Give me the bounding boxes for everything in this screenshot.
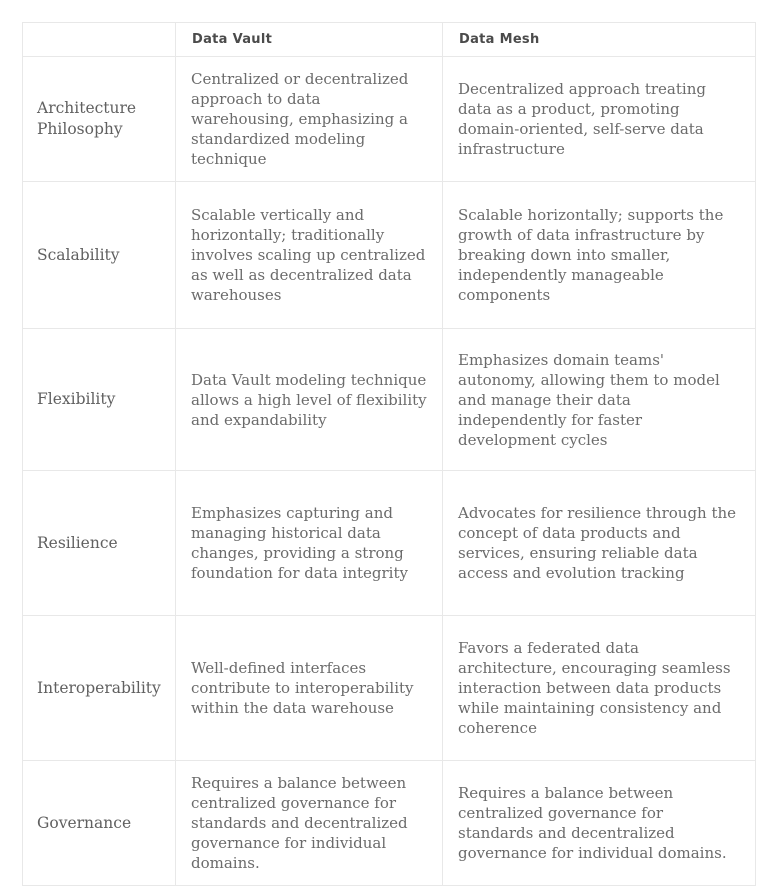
cell-interoperability-data-mesh: Favors a federated data architecture, encouraging seamless interaction between data products while maintaining consistency and coherence [443,616,756,761]
cell-resilience-data-vault: Emphasizes capturing and managing historical data changes, providing a strong foundation for data integrity [176,471,443,616]
cell-architecture-philosophy-data-mesh: Decentralized approach treating data as a product, promoting domain-oriented, self-serve data infrastructure [443,57,756,182]
cell-governance-data-mesh: Requires a balance between centralized governance for standards and decentralized governance for individual domains. [443,761,756,886]
cell-scalability-data-vault: Scalable vertically and horizontally; traditionally involves scaling up centralized as well as decentralized data warehouses [176,182,443,329]
comparison-table [22,22,756,886]
cell-architecture-philosophy-data-vault: Centralized or decentralized approach to data warehousing, emphasizing a standardized modeling technique [176,57,443,182]
header-row [23,23,756,57]
table-row-interoperability [23,616,756,761]
cell-governance-data-vault: Requires a balance between centralized governance for standards and decentralized governance for individual domains. [176,761,443,886]
cell-scalability-data-mesh: Scalable horizontally; supports the growth of data infrastructure by breaking down into smaller, independently manageable components [443,182,756,329]
table-row-governance [23,761,756,886]
row-label-governance: Governance [23,761,176,886]
table-row-flexibility [23,329,756,471]
cell-interoperability-data-vault: Well-defined interfaces contribute to interoperability within the data warehouse [176,616,443,761]
table-row-scalability [23,182,756,329]
table-row-architecture-philosophy [23,57,756,182]
comparison-table-container [22,22,756,886]
row-label-interoperability: Interoperability [23,616,176,761]
header-cell-data-vault: Data Vault [176,23,443,57]
row-label-flexibility: Flexibility [23,329,176,471]
row-label-resilience: Resilience [23,471,176,616]
cell-resilience-data-mesh: Advocates for resilience through the concept of data products and services, ensuring reliable data access and evolution tracking [443,471,756,616]
cell-flexibility-data-mesh: Emphasizes domain teams' autonomy, allowing them to model and manage their data independently for faster development cycles [443,329,756,471]
cell-flexibility-data-vault: Data Vault modeling technique allows a high level of flexibility and expandability [176,329,443,471]
header-cell-data-mesh: Data Mesh [443,23,756,57]
row-label-scalability: Scalability [23,182,176,329]
header-cell-empty [23,23,176,57]
row-label-architecture-philosophy: Architecture Philosophy [23,57,176,182]
table-row-resilience [23,471,756,616]
